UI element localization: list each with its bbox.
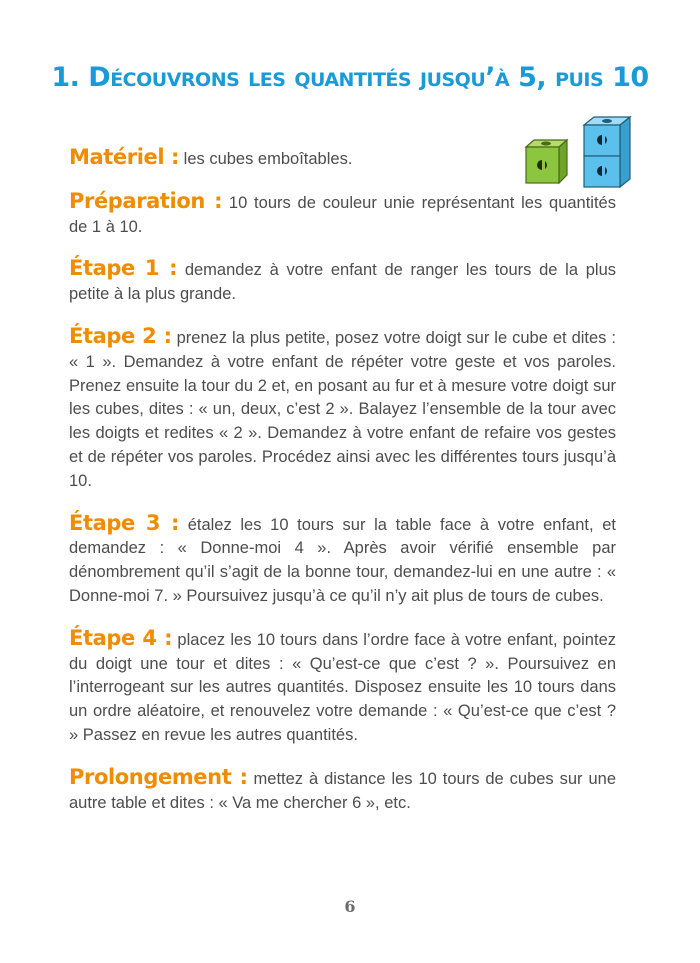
- section-text: 10 tours de couleur unie représentant les quantités de 1 à 10.: [69, 193, 616, 236]
- section-etape-3: [69, 512, 616, 609]
- section-text: prenez la plus petite, posez votre doigt sur le cube et dites : « 1 ». Demandez à votre enfant de répéter votre geste et vos paroles. Prenez ensuite la tour du 2 et, en posant au fur et à mesure votre doigt sur les cubes, dites : « un, deux, c’est 2 ». Balayez l’ensemble de la tour avec les doigts et redites « 2 ». Demandez à votre enfant de refaire vos gestes et de répéter vos paroles. Procédez ainsi avec les différentes tours jusqu’à 10.: [69, 328, 616, 490]
- section-materiel: [69, 146, 616, 172]
- instructions-body: [69, 146, 616, 833]
- section-label: Étape 2 :: [69, 323, 172, 348]
- section-etape-1: [69, 257, 616, 307]
- section-label: Prolongement :: [69, 764, 248, 789]
- section-label: Étape 1 :: [69, 256, 178, 281]
- section-text: étalez les 10 tours sur la table face à votre enfant, et demandez : « Donne-moi 4 ». Après avoir vérifié ensemble par dénombrement qu’il s’agit de la bonne tour, demandez-lui en une autre : « Donne-moi 7. » Poursuivez jusqu’à ce qu’il n’y ait plus de tours de cubes.: [69, 515, 616, 605]
- page-title: 1. Découvrons les quantités jusqu’à 5, puis 10: [51, 62, 649, 93]
- section-label: Étape 4 :: [69, 625, 173, 650]
- page-number: 6: [344, 897, 356, 916]
- section-text: demandez à votre enfant de ranger les tours de la plus petite à la plus grande.: [69, 261, 616, 304]
- section-prolongement: [69, 766, 616, 816]
- section-text: placez les 10 tours dans l’ordre face à votre enfant, pointez du doigt une tour et dites : « Qu’est-ce que c’est ? ». Poursuivez en l’interrogeant sur les autres quantités. Disposez ensuite les 10 tours dans un ordre aléatoire, et renouvelez votre demande : « Qu’est-ce que c’est ? » Passez en revue les autres quantités.: [69, 630, 616, 744]
- section-text: mettez à distance les 10 tours de cubes sur une autre table et dites : « Va me chercher 6 », etc.: [69, 769, 616, 812]
- section-etape-2: [69, 325, 616, 494]
- section-label: Étape 3 :: [69, 510, 180, 535]
- section-etape-4: [69, 627, 616, 748]
- section-label: Matériel :: [69, 145, 180, 169]
- section-text: les cubes emboîtables.: [179, 150, 353, 168]
- section-preparation: [69, 190, 616, 240]
- section-label: Préparation :: [69, 188, 223, 213]
